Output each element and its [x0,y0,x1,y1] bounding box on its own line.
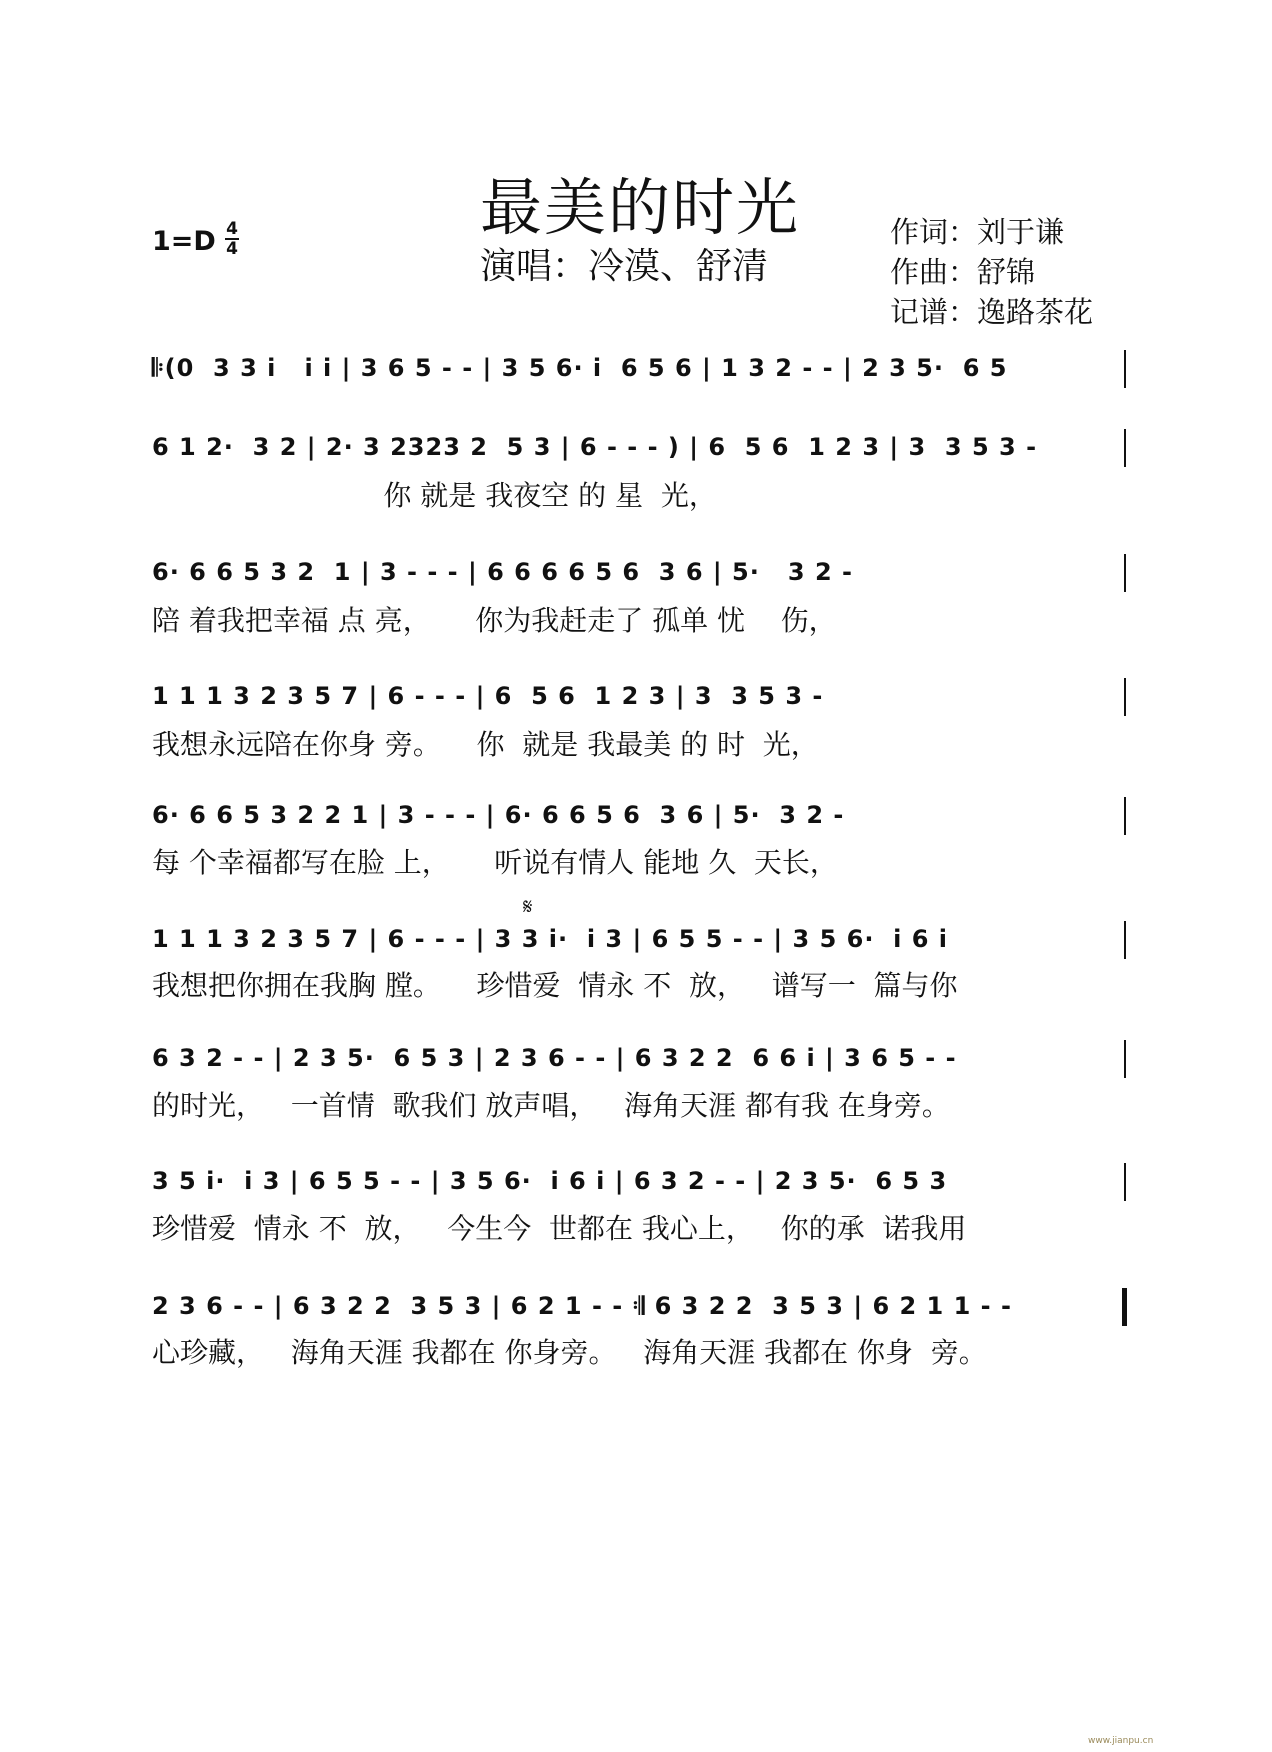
credits [890,212,1093,332]
lyricist: 作词：刘于谦 [890,215,1065,249]
notation-line-4: 1 1 1 3 2 3 5 7 | 6 - - - | 6 5 6 1 2 3 | 3 3 5 3 - [152,682,824,710]
watermark-footer: www.jianpu.cn [1088,1736,1154,1746]
barline [1124,350,1126,388]
notation-line-2: 6 1 2· 3 2 | 2· 3 2323 2 5 3 | 6 - - - ) | 6 5 6 1 2 3 | 3 3 5 3 - [152,433,1038,461]
barline [1124,1163,1126,1201]
time-sig-bottom: 4 [226,239,238,259]
notation-line-6: 1 1 1 3 2 3 5 7 | 6 - - - | 3 3 i· i 3 | 6 5 5 - - | 3 5 6· i 6 i [152,925,949,953]
barline [1124,797,1126,835]
barline [1124,429,1126,467]
barline [1124,554,1126,592]
transcriber: 记谱：逸路茶花 [890,295,1094,329]
notation-line-1: 𝄆(0 3 3 i i i | 3 6 5 - - | 3 5 6· i 6 5 6 | 1 3 2 - - | 2 3 5· 6 5 [152,354,1008,382]
lyric-line-6: 我想把你拥在我胸 膛。 珍惜爱 情永 不 放， 谱写一 篇与你 [152,969,958,1002]
key-signature: 1=D [152,226,216,257]
notation-line-5: 6· 6 6 5 3 2 2 1 | 3 - - - | 6· 6 6 5 6 3 6 | 5· 3 2 - [152,801,845,829]
song-title: 最美的时光 [480,171,801,244]
barline [1124,678,1126,716]
barline [1124,921,1126,959]
lyric-line-9: 心珍藏， 海角天涯 我都在 你身旁。 海角天涯 我都在 你身 旁。 [152,1336,987,1369]
time-sig-top: 4 [226,219,238,239]
notation-line-8: 3 5 i· i 3 | 6 5 5 - - | 3 5 6· i 6 i | 6 3 2 - - | 2 3 5· 6 5 3 [152,1167,948,1195]
lyric-line-5: 每 个幸福都写在脸 上， 听说有情人 能地 久 天长， [152,846,838,879]
lyric-line-8: 珍惜爱 情永 不 放， 今生今 世都在 我心上， 你的承 诺我用 [152,1212,967,1245]
performer-line: 演唱：冷漠、舒清 [480,246,769,287]
barline [1124,1040,1126,1078]
time-signature [225,220,239,258]
notation-line-9: 2 3 6 - - | 6 3 2 2 3 5 3 | 6 2 1 - - 𝄇 6 3 2 2 3 5 3 | 6 2 1 1 - - [152,1292,1012,1320]
segno-sign: 𝄋 [523,895,533,920]
lyric-line-3: 陪 着我把幸福 点 亮， 你为我赶走了 孤单 忧 伤， [152,604,837,637]
notation-line-3: 6· 6 6 5 3 2 1 | 3 - - - | 6 6 6 6 5 6 3 6 | 5· 3 2 - [152,558,853,586]
lyric-line-2: 你 就是 我夜空 的 星 光， [152,479,717,512]
lyric-line-7: 的时光， 一首情 歌我们 放声唱， 海角天涯 都有我 在身旁。 [152,1089,950,1122]
notation-line-7: 6 3 2 - - | 2 3 5· 6 5 3 | 2 3 6 - - | 6 3 2 2 6 6 i | 3 6 5 - - [152,1044,957,1072]
composer: 作曲：舒锦 [890,255,1036,289]
final-barline [1122,1288,1127,1326]
lyric-line-4: 我想永远陪在你身 旁。 你 就是 我最美 的 时 光， [152,728,819,761]
